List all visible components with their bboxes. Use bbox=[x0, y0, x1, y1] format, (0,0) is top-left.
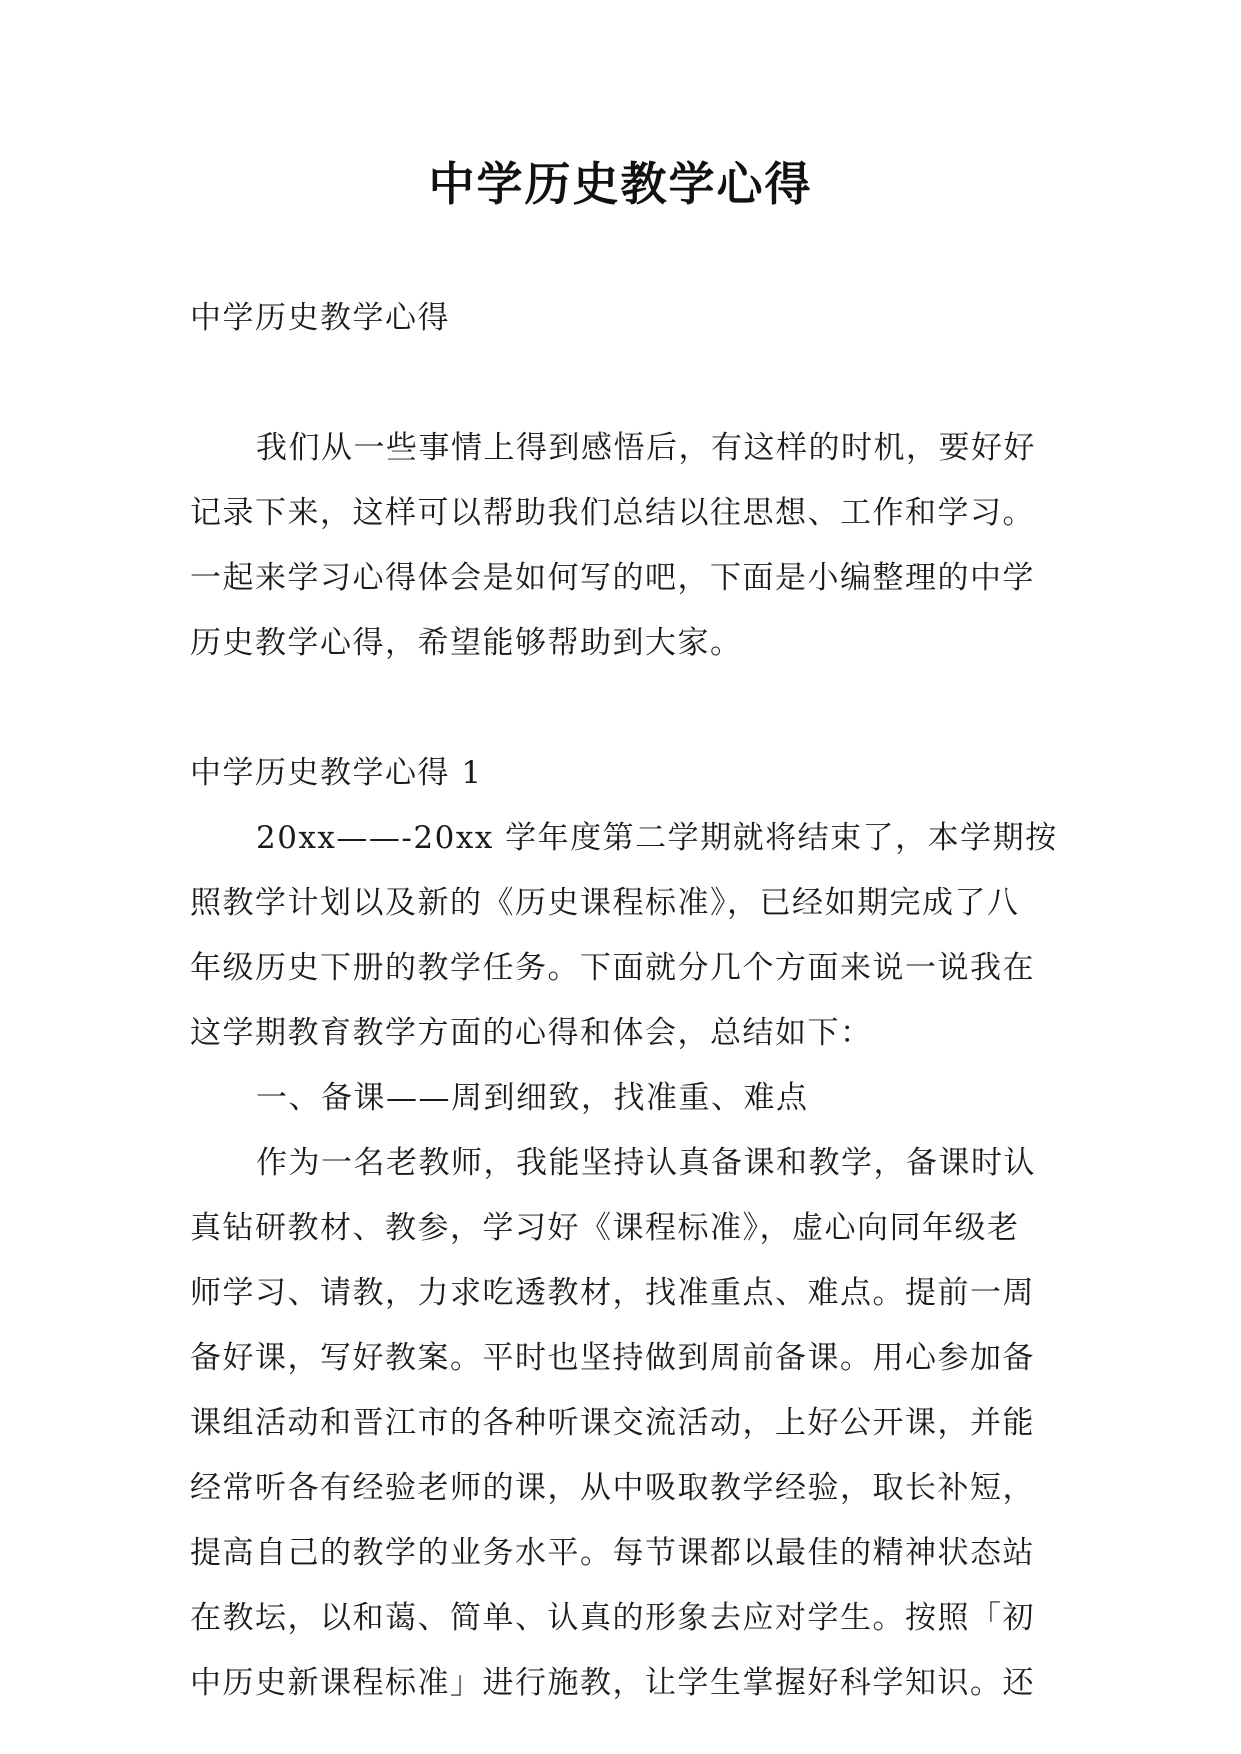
paragraph-line: 师学习、请教，力求吃透教材，找准重点、难点。提前一周 bbox=[190, 1275, 1035, 1311]
section-line: 照教学计划以及新的《历史课程标准》，已经如期完成了八 bbox=[190, 885, 1020, 921]
intro-paragraph bbox=[190, 416, 1070, 676]
paragraph-line: 经常听各有经验老师的课，从中吸取教学经验，取长补短， bbox=[190, 1470, 1035, 1506]
paragraph-line: 中历史新课程标准」进行施教，让学生掌握好科学知识。还 bbox=[190, 1665, 1035, 1701]
intro-line: 历史教学心得，希望能够帮助到大家。 bbox=[190, 625, 743, 661]
intro-line: 记录下来，这样可以帮助我们总结以往思想、工作和学习。 bbox=[190, 495, 1035, 531]
section-heading: 中学历史教学心得 1 bbox=[190, 755, 483, 791]
paragraph-line: 真钻研教材、教参，学习好《课程标准》，虚心向同年级老 bbox=[190, 1210, 1020, 1246]
section-line: 20xx——-20xx 学年度第二学期就将结束了，本学期按 bbox=[256, 820, 1058, 856]
document-title: 中学历史教学心得 bbox=[428, 157, 813, 211]
paragraph-line: 备好课，写好教案。平时也坚持做到周前备课。用心参加备 bbox=[190, 1340, 1035, 1376]
paragraph-line: 课组活动和晋江市的各种听课交流活动，上好公开课，并能 bbox=[190, 1405, 1035, 1441]
paragraph-line: 提高自己的教学的业务水平。每节课都以最佳的精神状态站 bbox=[190, 1535, 1035, 1571]
section-line: 年级历史下册的教学任务。下面就分几个方面来说一说我在 bbox=[190, 950, 1035, 986]
paragraph-line: 在教坛，以和蔼、简单、认真的形象去应对学生。按照「初 bbox=[190, 1600, 1035, 1636]
document-body bbox=[190, 286, 1070, 1716]
section-line: 这学期教育教学方面的心得和体会，总结如下： bbox=[190, 1015, 873, 1051]
intro-line: 我们从一些事情上得到感悟后，有这样的时机，要好好 bbox=[256, 430, 1036, 466]
document-subtitle: 中学历史教学心得 bbox=[190, 300, 450, 336]
section-1 bbox=[190, 741, 1070, 1716]
subheading: 一、备课——周到细致，找准重、难点 bbox=[256, 1080, 809, 1116]
paragraph-line: 作为一名老教师，我能坚持认真备课和教学，备课时认 bbox=[256, 1145, 1036, 1181]
intro-line: 一起来学习心得体会是如何写的吧，下面是小编整理的中学 bbox=[190, 560, 1035, 596]
